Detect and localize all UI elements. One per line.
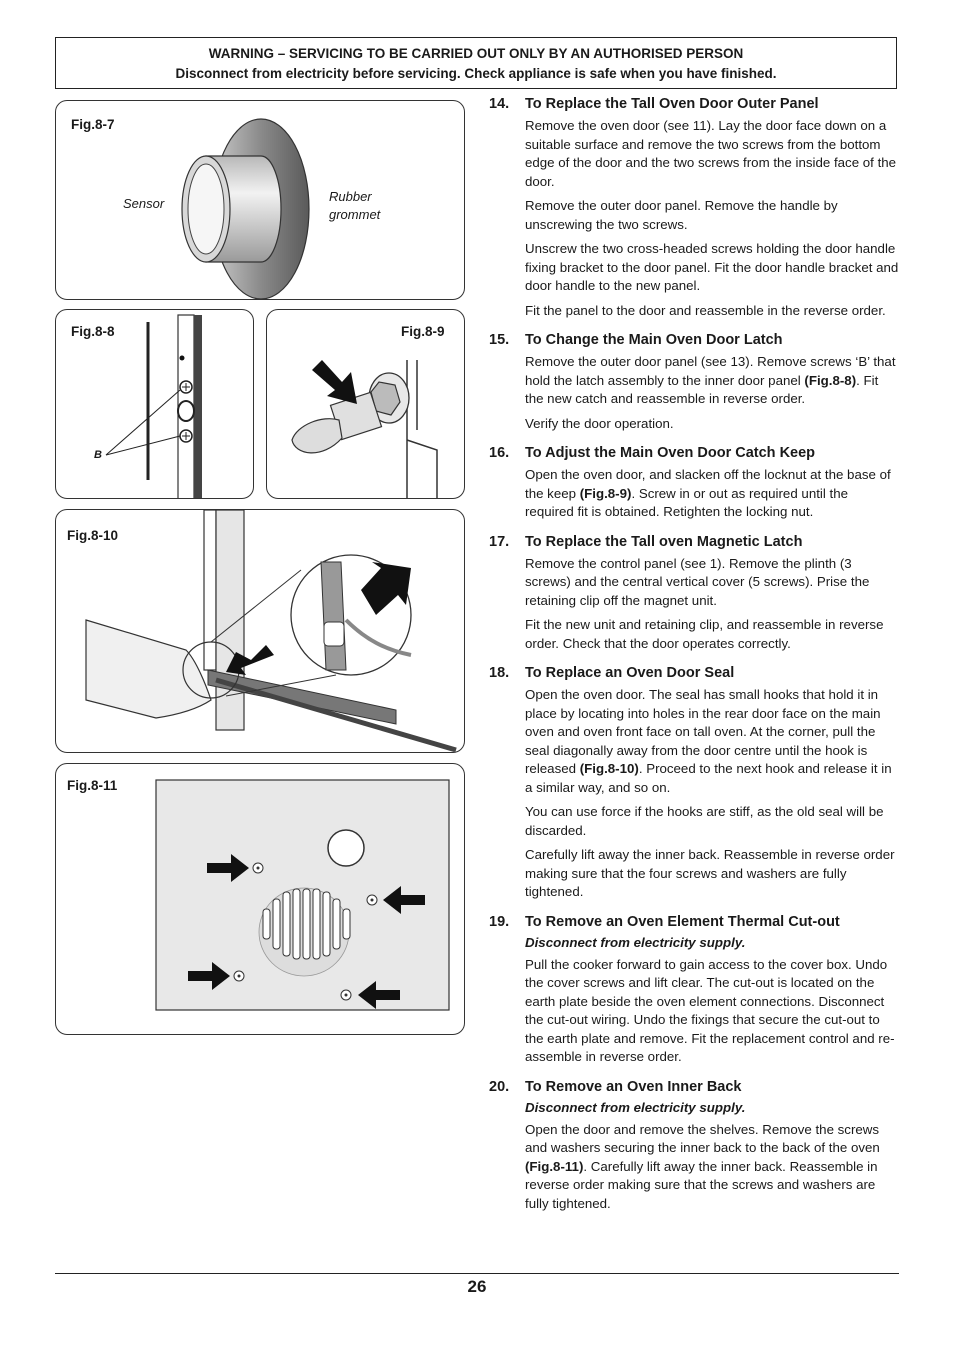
paragraph (525, 1121, 899, 1214)
section-heading (489, 1079, 899, 1095)
figure-8-10 (55, 509, 465, 753)
warning-subtitle: Disconnect from electricity before servicing. Check appliance is safe when you have finished. (175, 66, 777, 81)
section-15 (489, 332, 899, 433)
paragraph (525, 353, 899, 409)
paragraph: Verify the door operation. (525, 415, 674, 431)
rubber-grommet-label (329, 188, 380, 224)
figure-label: Fig.8-8 (71, 324, 115, 339)
figure-label: Fig.8-11 (67, 778, 118, 793)
section-heading (489, 914, 899, 930)
paragraph: Carefully lift away the inner back. Reassemble in reverse order making sure that the four screws and washers are fully tightened. (525, 847, 895, 899)
section-number: 20. (489, 1078, 510, 1095)
paragraph (525, 686, 899, 797)
safety-note: Disconnect from electricity supply. (525, 934, 746, 950)
text-run: . Carefully lift away the inner back. Reassemble in reverse order making sure that the screws and washers are fully tightened. (525, 1158, 878, 1211)
section-18 (489, 665, 899, 902)
section-title: To Replace the Tall oven Magnetic Latch (525, 533, 803, 550)
section-title: To Remove an Oven Element Thermal Cut-out (525, 913, 840, 930)
figure-reference: (Fig.8-10) (579, 761, 639, 776)
figure-label: Fig.8-9 (401, 324, 445, 339)
figure-reference: (Fig.8-8) (804, 372, 857, 388)
instructions-column (489, 96, 899, 1225)
section-number: 16. (489, 445, 510, 461)
paragraph: Remove the oven door (see 11). Lay the door face down on a suitable surface and remove the two screws from the bottom edge of the door and the two screws from the inside face of the door. (525, 118, 897, 189)
text-run: . Screw in or out as required until the required fit is obtained. Retighten the locking nut. (525, 485, 848, 519)
figure-label: Fig.8-7 (71, 117, 115, 132)
section-title: To Replace the Tall Oven Door Outer Panel (525, 96, 819, 112)
section-heading (489, 534, 899, 550)
section-title: To Replace an Oven Door Seal (525, 665, 735, 681)
sensor-label: Sensor (123, 196, 165, 211)
screw-b-label: B (94, 449, 102, 461)
sensor-grommet-illustration (56, 101, 465, 300)
paragraph: Unscrew the two cross-headed screws holding the door handle fixing bracket to the door panel. Fit the door handle bracket and door handle to the new panel. (525, 241, 899, 293)
figure-8-9 (266, 309, 465, 499)
safety-note: Disconnect from electricity supply. (525, 1099, 746, 1115)
inner-back-illustration (56, 764, 465, 1035)
text-run: Open the oven door. The seal has small hooks that hold it in place by locating into holes in the rear door face on the main oven and oven front face on tall oven. At the corner, pull the seal diagonally away from the door centre until the hook is released (525, 687, 881, 776)
section-14 (489, 96, 899, 320)
section-number: 19. (489, 913, 510, 930)
grommet-text: grommet (329, 207, 381, 222)
page-number: 26 (467, 1277, 487, 1296)
rubber-text: Rubber (329, 189, 372, 204)
section-number: 17. (489, 533, 510, 550)
section-title: To Adjust the Main Oven Door Catch Keep (525, 445, 816, 461)
paragraph: You can use force if the hooks are stiff, as the old seal will be discarded. (525, 804, 884, 838)
paragraph (525, 466, 899, 522)
figure-reference: (Fig.8-9) (579, 485, 632, 501)
paragraph: Remove the control panel (see 1). Remove the plinth (3 screws) and the central vertical cover (5 screws). Prise the retaining clip off the magnet unit. (525, 555, 870, 608)
door-seal-illustration (56, 510, 465, 753)
warning-title: WARNING – SERVICING TO BE CARRIED OUT ONLY BY AN AUTHORISED PERSON (208, 46, 744, 61)
text-run: . Fit the new catch and reassemble in reverse order. (525, 372, 879, 406)
section-number: 14. (489, 96, 510, 112)
section-heading (489, 96, 899, 112)
figure-label: Fig.8-10 (67, 528, 119, 543)
text-run: Open the oven door, and slacken off the locknut at the base of the keep (525, 467, 891, 501)
section-heading (489, 665, 899, 681)
text-run: . Proceed to the next hook and release it in a similar way, and so on. (525, 761, 892, 795)
section-title: To Remove an Oven Inner Back (525, 1078, 742, 1095)
text-run: Remove the outer door panel (see 13). Remove screws ‘B’ that hold the latch assembly to the inner door panel (525, 354, 896, 388)
catch-keep-illustration (267, 310, 465, 499)
figure-8-11 (55, 763, 465, 1035)
figure-8-8 (55, 309, 254, 499)
section-19 (489, 914, 899, 1067)
warning-box (55, 37, 897, 89)
section-title: To Change the Main Oven Door Latch (525, 332, 783, 348)
door-latch-illustration (56, 310, 254, 499)
figure-8-7 (55, 100, 465, 300)
footer-divider (55, 1273, 899, 1274)
section-number: 18. (489, 665, 510, 681)
section-heading (489, 332, 899, 348)
paragraph: Fit the new unit and retaining clip, and reassemble in reverse order. Check that the door operates correctly. (525, 617, 884, 651)
section-20 (489, 1079, 899, 1214)
figure-reference: (Fig.8-11) (525, 1158, 584, 1174)
text-run: Open the door and remove the shelves. Remove the screws and washers securing the inner back to the back of the oven (525, 1121, 880, 1155)
section-heading (489, 445, 899, 461)
section-16 (489, 445, 899, 522)
paragraph: Remove the outer door panel. Remove the handle by unscrewing the two screws. (525, 198, 838, 232)
section-number: 15. (489, 332, 510, 348)
section-17 (489, 534, 899, 654)
paragraph: Fit the panel to the door and reassemble in the reverse order. (525, 302, 886, 318)
paragraph: Pull the cooker forward to gain access to the cover box. Undo the cover screws and lift clear. The cut-out is located on the earth plate beside the oven element connections. Disconnect the cut-out wiring. Undo the fixings that secure the cut-out to the earth plate and remove. Fit the replacement control and re-assemble in reverse order. (525, 956, 895, 1064)
